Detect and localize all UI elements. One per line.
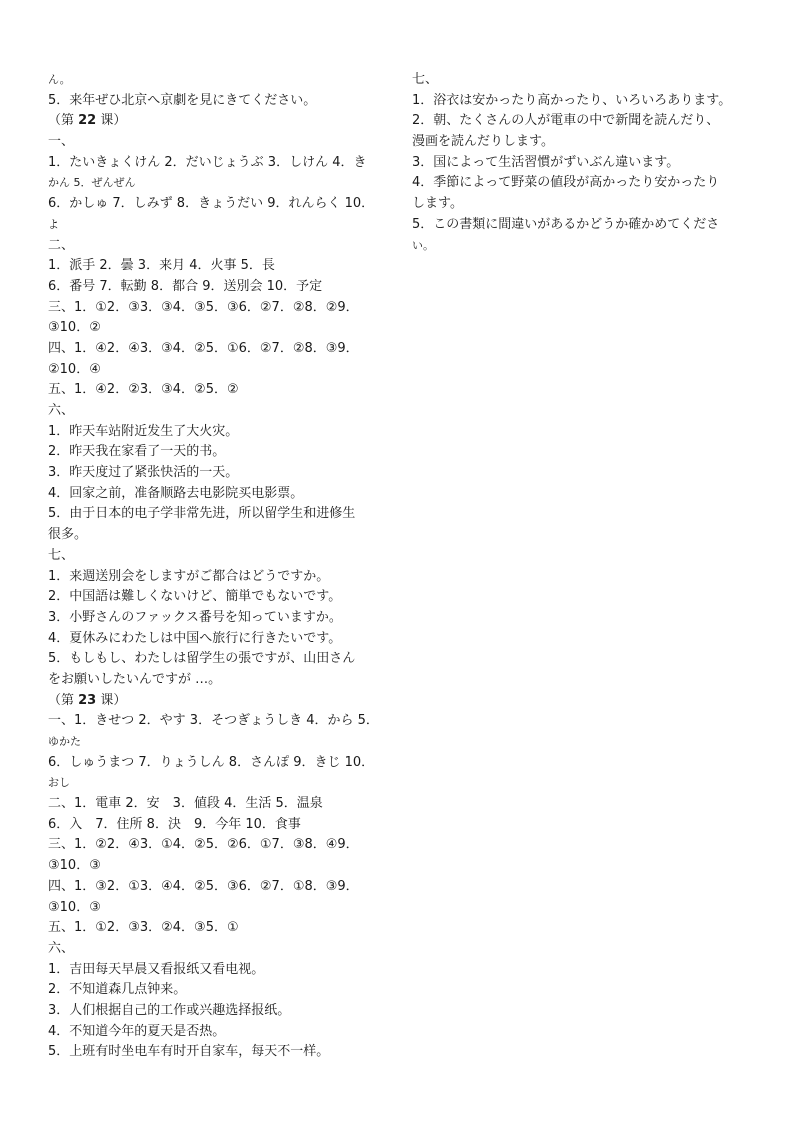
answer-line: 很多。 bbox=[48, 527, 88, 543]
answer-line: 1．派手 2．曇 3．来月 4．火事 5．長 bbox=[48, 258, 275, 274]
answer-line: ゆかた bbox=[48, 735, 81, 748]
answer-line: ③10．② bbox=[48, 320, 101, 336]
answer-line: 三、1．①2．③3．③4．③5．③6．②7．②8．②9． bbox=[48, 299, 359, 315]
lesson-heading: （第 23 课） bbox=[48, 692, 127, 708]
answer-line: い。 bbox=[412, 238, 434, 252]
answer-line: 2．朝、たくさんの人が電車の中で新聞を読んだり、 bbox=[412, 113, 720, 129]
answer-line: ③10．③ bbox=[48, 858, 101, 874]
answer-line: 漫画を読んだりします。 bbox=[412, 134, 554, 150]
answer-line: 1．たいきょくけん 2．だいじょうぶ 3．しけん 4．き bbox=[48, 154, 367, 170]
answer-line: ん。 bbox=[48, 73, 71, 86]
answer-line: 6．番号 7．転勤 8．都合 9．送別会 10．予定 bbox=[48, 278, 323, 294]
answer-line: 一、 bbox=[48, 134, 75, 150]
answer-line: 1．来週送別会をしますがご都合はどうですか。 bbox=[48, 568, 330, 584]
answer-line: 四、1．④2．④3．③4．②5．①6．②7．②8．③9． bbox=[48, 340, 359, 356]
answer-line: 5．来年ぜひ北京へ京劇を見にきてください。 bbox=[48, 92, 317, 108]
answer-line: 七、 bbox=[48, 547, 75, 563]
answer-line: 6．しゅうまつ 7．りょうしん 8．さんぽ 9．きじ 10． bbox=[48, 754, 375, 770]
left-column bbox=[48, 70, 398, 1063]
answer-line: 五、1．④2．②3．③4．②5．② bbox=[48, 382, 239, 398]
answer-line: 3．昨天度过了紧张快活的一天。 bbox=[48, 465, 239, 481]
answer-line: 1．浴衣は安かったり高かったり、いろいろあります。 bbox=[412, 92, 732, 108]
answer-line: ②10．④ bbox=[48, 361, 101, 377]
answer-line: 3．小野さんのファックス番号を知っていますか。 bbox=[48, 609, 342, 625]
answer-line: 一、1．きせつ 2．やす 3．そつぎょうしき 4．から 5． bbox=[48, 713, 379, 729]
answer-line: 2．昨天我在家看了一天的书。 bbox=[48, 444, 226, 460]
answer-line: 六、 bbox=[48, 403, 75, 418]
answer-line: 六、 bbox=[48, 940, 75, 956]
answer-line: 4．不知道今年的夏天是否热。 bbox=[48, 1023, 226, 1039]
answer-line: 七、 bbox=[412, 72, 439, 87]
lesson-heading: （第 22 课） bbox=[48, 113, 127, 129]
answer-line: 6．かしゅ 7．しみず 8．きょうだい 9．れんらく 10． bbox=[48, 196, 375, 212]
answer-line: 5．この書類に間違いがあるかどうか確かめてくださ bbox=[412, 216, 720, 232]
answer-line: 4．夏休みにわたしは中国へ旅行に行きたいです。 bbox=[48, 630, 342, 646]
answer-line: ③10．③ bbox=[48, 899, 101, 915]
answer-line: 6．入 7．住所 8．決 9．今年 10．食事 bbox=[48, 816, 301, 832]
answer-line: よ bbox=[48, 217, 59, 231]
answer-line: 3．人们根据自己的工作或兴趣选择报纸。 bbox=[48, 1002, 291, 1018]
answer-line: 4．回家之前，准备顺路去电影院买电影票。 bbox=[48, 485, 304, 501]
answer-line: 2．不知道森几点钟来。 bbox=[48, 982, 187, 998]
answer-line: をお願いしたいんですが …。 bbox=[48, 671, 222, 687]
answer-line: 5．由于日本的电子学非常先进，所以留学生和进修生 bbox=[48, 506, 356, 522]
answer-line: 1．吉田每天早晨又看报纸又看电视。 bbox=[48, 961, 265, 977]
answer-line: 二、 bbox=[48, 237, 75, 253]
right-column bbox=[412, 70, 752, 256]
answer-line: 5．上班有时坐电车有时开自家车，每天不一样。 bbox=[48, 1044, 330, 1060]
answer-line: 3．国によって生活習慣がずいぶん違います。 bbox=[412, 154, 680, 170]
answer-line: 五、1．①2．③3．②4．③5．① bbox=[48, 920, 239, 936]
answer-line: 2．中国語は難しくないけど、簡単でもないです。 bbox=[48, 589, 342, 605]
answer-line: おし bbox=[48, 776, 70, 790]
answer-line: 四、1．③2．①3．④4．②5．③6．②7．①8．③9． bbox=[48, 878, 359, 894]
answer-line: 1．昨天车站附近发生了大火灾。 bbox=[48, 423, 239, 439]
answer-line: 三、1．②2．④3．①4．②5．②6．①7．③8．④9． bbox=[48, 837, 359, 853]
answer-line: 二、1．電車 2．安 3．値段 4．生活 5．温泉 bbox=[48, 796, 323, 812]
answer-line: 5．もしもし、わたしは留学生の張ですが、山田さん bbox=[48, 651, 356, 667]
answer-line: かん 5．ぜんぜん bbox=[48, 176, 136, 190]
answer-line: 4．季節によって野菜の値段が高かったり安かったり bbox=[412, 175, 720, 191]
answer-line: します。 bbox=[412, 196, 463, 212]
